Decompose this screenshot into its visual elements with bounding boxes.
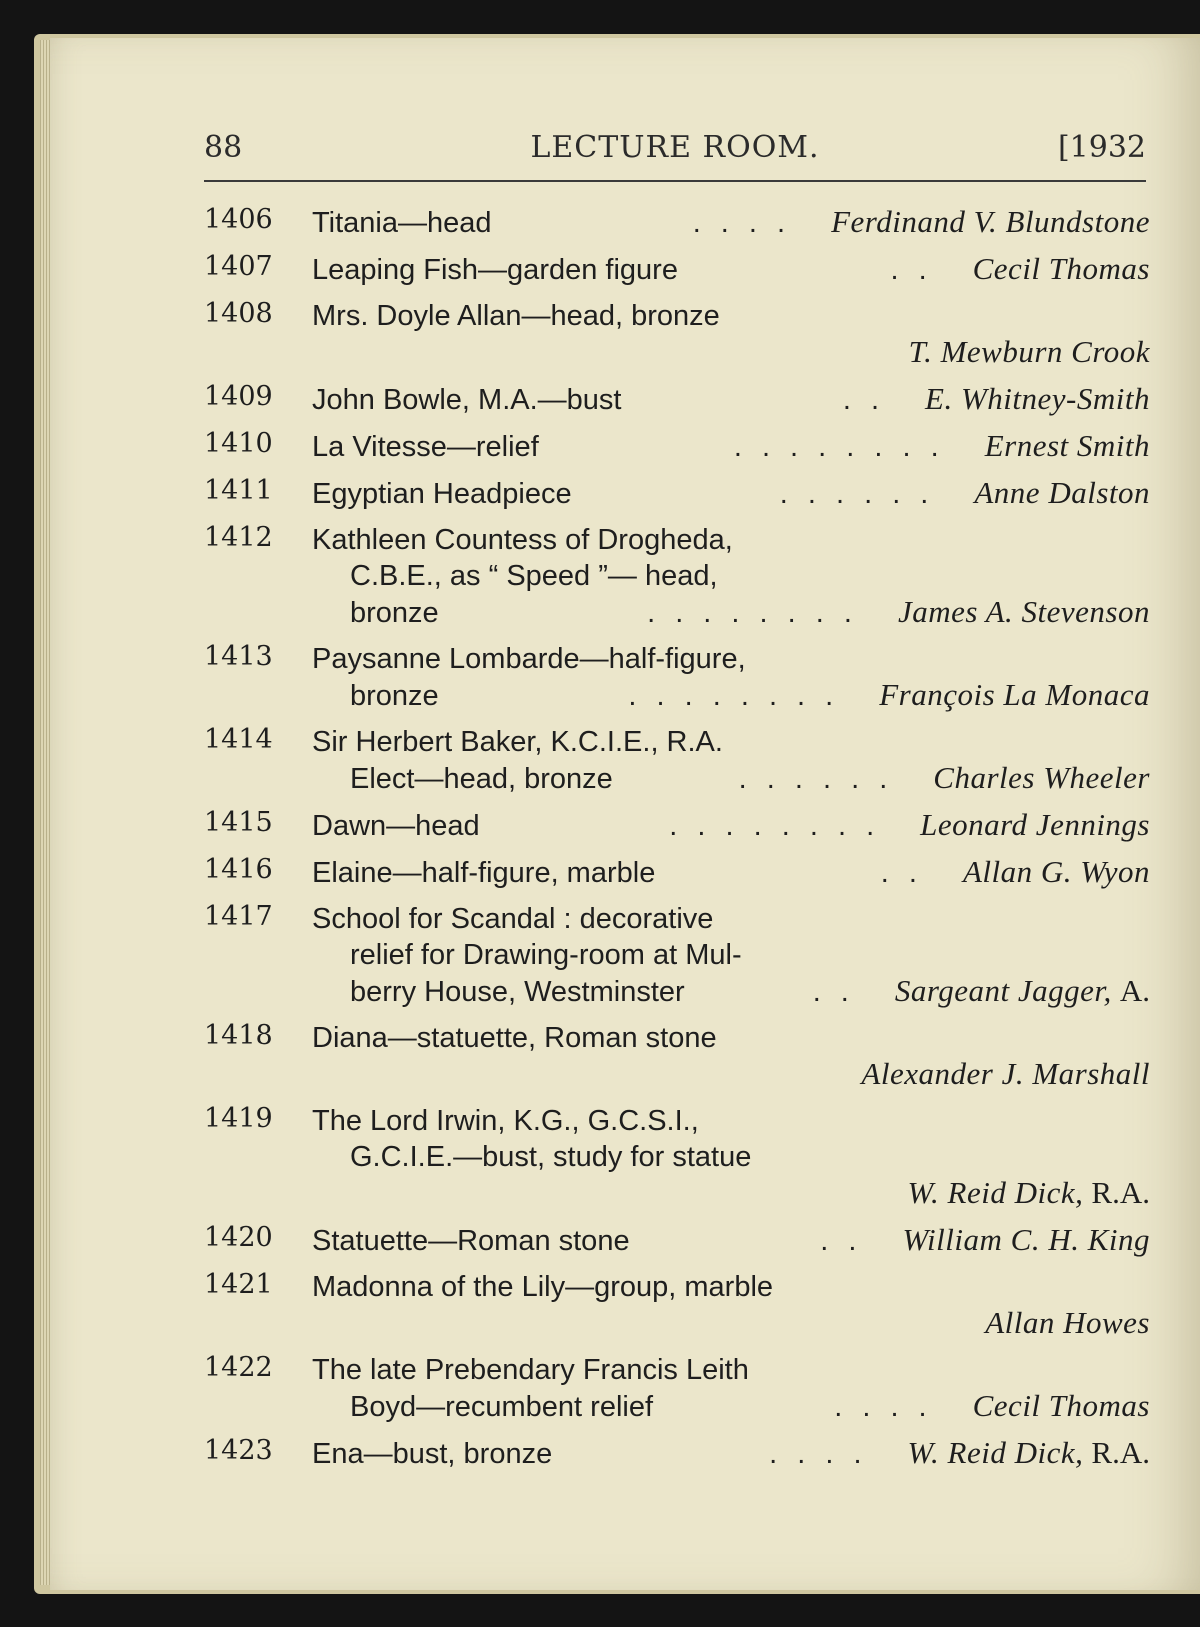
artist-italic: Cecil Thomas [972, 1388, 1150, 1423]
entry-title-line: Madonna of the Lily—group, marble [312, 1271, 774, 1303]
entry-number: 1420 [204, 1222, 273, 1253]
artist-italic: Ernest Smith [984, 428, 1150, 463]
artist-italic: William C. H. King [902, 1222, 1150, 1257]
catalogue-entry [204, 251, 1150, 288]
leader-dots: . . . . . . . . [647, 597, 858, 629]
artist-name [898, 594, 1150, 631]
artist-italic: Anne Dalston [974, 475, 1150, 510]
catalogue-entry [204, 475, 1150, 512]
entry-number: 1421 [204, 1269, 273, 1300]
artist-name [985, 428, 1150, 465]
section-title: LECTURE ROOM. [530, 130, 820, 165]
catalogue-entry [204, 854, 1150, 891]
catalogue-entry [204, 298, 1150, 371]
entry-number: 1408 [204, 298, 273, 329]
leader-dots: . . . . [692, 207, 792, 239]
entry-number: 1416 [204, 854, 273, 885]
entry-number: 1423 [204, 1435, 273, 1466]
entry-title-line: The Lord Irwin, K.G., G.C.S.I., [312, 1105, 699, 1137]
entry-title-line: C.B.E., as “ Speed ”— head, [350, 560, 718, 592]
entry-title-line: La Vitesse—relief [312, 431, 539, 463]
entry-title-line: Elaine—half-figure, marble [312, 857, 656, 889]
artist-suffix: R.A. [1091, 1435, 1150, 1470]
entry-number: 1422 [204, 1352, 273, 1383]
entry-title-line: bronze [350, 680, 439, 712]
catalogue-entry [204, 1020, 1150, 1093]
artist-suffix: R.A. [1091, 1175, 1150, 1210]
catalogue-entry [204, 1435, 1150, 1472]
entry-number: 1410 [204, 428, 273, 459]
entry-number: 1415 [204, 807, 273, 838]
entry-number: 1411 [204, 475, 273, 506]
artist-name: Allan Howes [985, 1305, 1150, 1340]
entry-title-line: Leaping Fish—garden figure [312, 254, 678, 286]
header-rule [204, 180, 1146, 182]
entry-title-line: G.C.I.E.—bust, study for statue [350, 1141, 752, 1173]
artist-italic: Charles Wheeler [933, 760, 1150, 795]
artist-italic: Leonard Jennings [920, 807, 1150, 842]
artist-name [895, 973, 1150, 1010]
entry-title-line: Egyptian Headpiece [312, 478, 572, 510]
artist-name [974, 475, 1150, 512]
artist-italic: Cecil Thomas [972, 251, 1150, 286]
catalogue-entry [204, 381, 1150, 418]
leader-dots: . . . . . . [779, 478, 935, 510]
catalogue-entry [204, 1222, 1150, 1259]
entry-title-line: John Bowle, M.A.—bust [312, 384, 622, 416]
catalogue-entry [204, 641, 1150, 714]
artist-name [933, 760, 1150, 797]
artist-name: Alexander J. Marshall [861, 1056, 1150, 1091]
catalogue-entry [204, 1269, 1150, 1342]
catalogue-entry [204, 522, 1150, 631]
leader-dots: . . [890, 254, 933, 286]
leader-dots: . . [812, 976, 855, 1008]
artist-suffix: A. [1119, 973, 1150, 1008]
entry-title-line: Titania—head [312, 207, 492, 239]
entry-title-line: Paysanne Lombarde—half-figure, [312, 643, 746, 675]
artist-name [831, 204, 1150, 241]
catalogue-entry [204, 1103, 1150, 1212]
artist-italic: François La Monaca [879, 677, 1150, 712]
entry-number: 1418 [204, 1020, 273, 1051]
leader-dots: . . [820, 1225, 863, 1257]
entry-number: 1413 [204, 641, 273, 672]
leader-dots: . . . . [769, 1438, 868, 1470]
entry-number: 1414 [204, 724, 273, 755]
entry-title-line: Boyd—recumbent relief [350, 1391, 654, 1423]
entry-title-line: Elect—head, bronze [350, 763, 613, 795]
artist-name: W. Reid Dick, [907, 1175, 1084, 1210]
running-head [204, 130, 1146, 170]
page-edges [40, 40, 50, 1585]
artist-italic: W. Reid Dick, [907, 1435, 1084, 1470]
artist-name [920, 807, 1150, 844]
entry-number: 1419 [204, 1103, 273, 1134]
leader-dots: . . [842, 384, 886, 416]
entry-number: 1406 [204, 204, 273, 235]
entry-title-line: bronze [350, 597, 439, 629]
leader-dots: . . [880, 857, 923, 889]
entry-number: 1407 [204, 251, 273, 282]
artist-name [963, 854, 1150, 891]
entry-title-line: berry House, Westminster [350, 976, 685, 1008]
leader-dots: . . . . . . . . [628, 680, 840, 712]
entry-title-line: The late Prebendary Francis Leith [312, 1354, 749, 1386]
artist-name [908, 1435, 1150, 1472]
catalogue-entry [204, 807, 1150, 844]
year-mark: [1932 [1057, 130, 1146, 165]
artist-italic: Allan G. Wyon [962, 854, 1150, 889]
entry-title-line: Mrs. Doyle Allan—head, bronze [312, 300, 720, 332]
entry-title-line: Sir Herbert Baker, K.C.I.E., R.A. [312, 726, 723, 758]
catalogue-entry [204, 901, 1150, 1010]
artist-name [973, 1388, 1150, 1425]
entry-title-line: Dawn—head [312, 810, 480, 842]
leader-dots: . . . . . . . . [669, 810, 881, 842]
catalogue-entry [204, 724, 1150, 797]
entry-title-line: Statuette—Roman stone [312, 1225, 630, 1257]
entry-number: 1409 [204, 381, 273, 412]
artist-name [973, 251, 1150, 288]
entry-number: 1412 [204, 522, 273, 553]
entry-title-line: Kathleen Countess of Drogheda, [312, 524, 733, 556]
artist-italic: Ferdinand V. Blundstone [831, 204, 1150, 239]
entry-title-line: Diana—statuette, Roman stone [312, 1022, 717, 1054]
entry-list [204, 204, 1150, 1482]
artist-name [902, 1222, 1150, 1259]
leader-dots: . . . . . . . . [733, 431, 945, 463]
artist-name [925, 381, 1150, 418]
leader-dots: . . . . [834, 1391, 933, 1423]
catalogue-entry [204, 204, 1150, 241]
entry-title-line: Ena—bust, bronze [312, 1438, 553, 1470]
catalogue-entry [204, 428, 1150, 465]
entry-number: 1417 [204, 901, 273, 932]
artist-name: T. Mewburn Crook [908, 334, 1150, 369]
catalogue-entry [204, 1352, 1150, 1425]
entry-title-line: School for Scandal : decorative [312, 903, 714, 935]
leader-dots: . . . . . . [738, 763, 894, 795]
entry-title-line: relief for Drawing-room at Mul- [350, 939, 742, 971]
page-number: 88 [204, 130, 243, 165]
artist-italic: E. Whitney-Smith [925, 381, 1150, 416]
artist-name [879, 677, 1150, 714]
artist-italic: Sargeant Jagger, [894, 973, 1112, 1008]
artist-italic: James A. Stevenson [897, 594, 1150, 629]
